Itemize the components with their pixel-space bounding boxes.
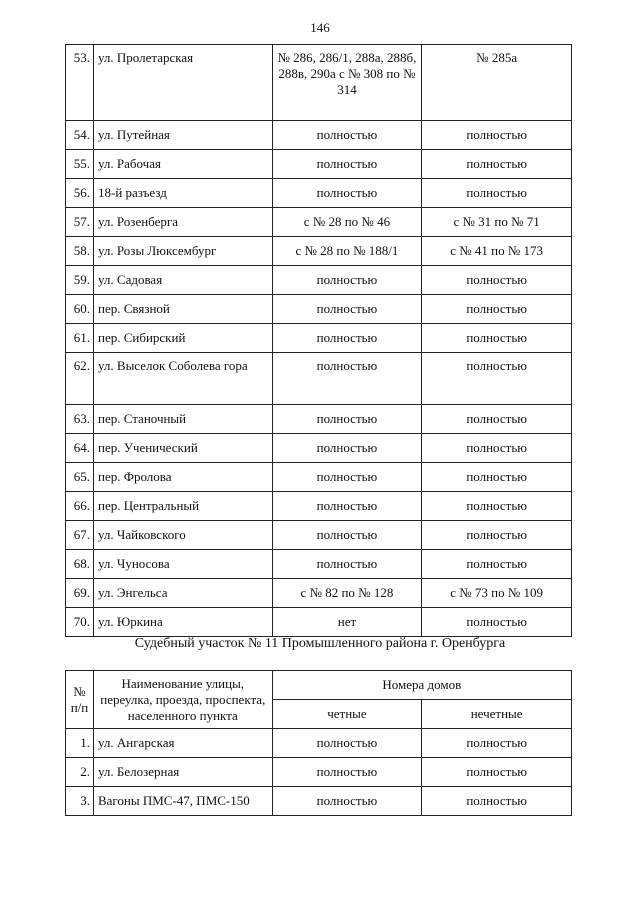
street-name: ул. Пролетарская [93,45,272,121]
table-row [66,295,572,324]
street-name: ул. Садовая [93,266,272,295]
even-houses: полностью [272,521,422,550]
row-number: 3. [66,787,94,816]
row-number: 69. [66,579,94,608]
row-number: 65. [66,463,94,492]
odd-houses: полностью [422,608,572,637]
table-row [66,324,572,353]
table-row [66,787,572,816]
street-name: 18-й разъезд [93,179,272,208]
odd-houses: № 285а [422,45,572,121]
odd-houses: полностью [422,121,572,150]
odd-houses: полностью [422,463,572,492]
street-name: ул. Рабочая [93,150,272,179]
table-row [66,208,572,237]
row-number: 60. [66,295,94,324]
table-row [66,521,572,550]
row-number: 66. [66,492,94,521]
row-number: 61. [66,324,94,353]
street-name: ул. Выселок Соболева гора [93,353,272,405]
even-houses: полностью [272,121,422,150]
row-number: 62. [66,353,94,405]
table-row [66,579,572,608]
even-houses: нет [272,608,422,637]
even-houses: полностью [272,492,422,521]
table-row [66,179,572,208]
table-row [66,121,572,150]
street-name: ул. Розы Люксембург [93,237,272,266]
row-number: 59. [66,266,94,295]
odd-houses: полностью [422,266,572,295]
header-odd: нечетные [422,700,572,729]
street-name: ул. Чуносова [93,550,272,579]
street-name: ул. Ангарская [93,729,272,758]
header-even: четные [272,700,422,729]
table-row [66,405,572,434]
row-number: 1. [66,729,94,758]
street-name: ул. Энгельса [93,579,272,608]
table-row [66,150,572,179]
even-houses: полностью [272,405,422,434]
odd-houses: полностью [422,324,572,353]
street-name: пер. Станочный [93,405,272,434]
row-number: 55. [66,150,94,179]
odd-houses: полностью [422,729,572,758]
table-row [66,434,572,463]
odd-houses: полностью [422,550,572,579]
row-number: 64. [66,434,94,463]
page-number: 146 [310,20,330,35]
even-houses: с № 82 по № 128 [272,579,422,608]
table-row [66,266,572,295]
even-houses: полностью [272,463,422,492]
table-row [66,729,572,758]
even-houses: полностью [272,353,422,405]
row-number: 58. [66,237,94,266]
row-number: 2. [66,758,94,787]
even-houses: полностью [272,324,422,353]
court-district-11-table [65,670,572,816]
odd-houses: полностью [422,758,572,787]
row-number: 53. [66,45,94,121]
even-houses: полностью [272,758,422,787]
even-houses: полностью [272,787,422,816]
odd-houses: с № 73 по № 109 [422,579,572,608]
header-num: № п/п [66,671,94,729]
odd-houses: полностью [422,295,572,324]
header-houses: Номера домов [272,671,571,700]
street-name: пер. Фролова [93,463,272,492]
odd-houses: полностью [422,405,572,434]
table-row [66,237,572,266]
street-name: пер. Ученический [93,434,272,463]
even-houses: полностью [272,550,422,579]
street-name: ул. Чайковского [93,521,272,550]
street-name: пер. Связной [93,295,272,324]
odd-houses: полностью [422,521,572,550]
odd-houses: полностью [422,492,572,521]
section-title: Судебный участок № 11 Промышленного района г. Оренбурга [134,636,506,651]
row-number: 54. [66,121,94,150]
header-street: Наименование улицы, переулка, проезда, проспекта, населенного пункта [93,671,272,729]
table-row [66,45,572,121]
street-name: ул. Путейная [93,121,272,150]
row-number: 57. [66,208,94,237]
table-row [66,758,572,787]
table-row [66,608,572,637]
table-row [66,492,572,521]
even-houses: № 286, 286/1, 288а, 288б, 288в, 290а с № 308 по № 314 [272,45,422,121]
odd-houses: полностью [422,787,572,816]
odd-houses: полностью [422,353,572,405]
odd-houses: полностью [422,179,572,208]
odd-houses: с № 41 по № 173 [422,237,572,266]
row-number: 67. [66,521,94,550]
street-name: ул. Розенберга [93,208,272,237]
even-houses: с № 28 по № 46 [272,208,422,237]
row-number: 56. [66,179,94,208]
table-row [66,550,572,579]
even-houses: полностью [272,266,422,295]
even-houses: полностью [272,179,422,208]
street-name: пер. Сибирский [93,324,272,353]
even-houses: с № 28 по № 188/1 [272,237,422,266]
even-houses: полностью [272,150,422,179]
odd-houses: полностью [422,434,572,463]
even-houses: полностью [272,434,422,463]
even-houses: полностью [272,729,422,758]
streets-table-continued [65,44,572,637]
odd-houses: с № 31 по № 71 [422,208,572,237]
row-number: 70. [66,608,94,637]
street-name: Вагоны ПМС-47, ПМС-150 [93,787,272,816]
street-name: ул. Юркина [93,608,272,637]
street-name: пер. Центральный [93,492,272,521]
odd-houses: полностью [422,150,572,179]
even-houses: полностью [272,295,422,324]
street-name: ул. Белозерная [93,758,272,787]
row-number: 63. [66,405,94,434]
table-row [66,353,572,405]
row-number: 68. [66,550,94,579]
table-row [66,463,572,492]
